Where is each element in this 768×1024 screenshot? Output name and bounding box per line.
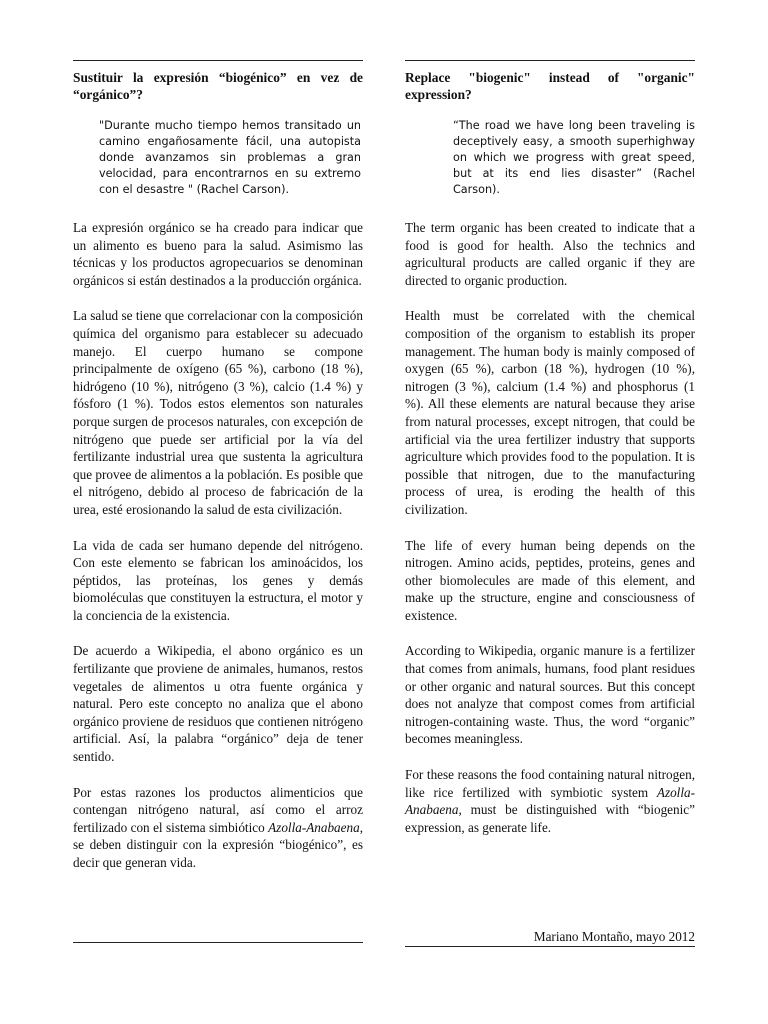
spanish-paragraph: La expresión orgánico se ha creado para indicar que un alimento es bueno para la salud. Asimismo las técnicas y los productos agropecuarios se denominan orgánicos si están destinados a la producción orgánica. xyxy=(73,220,363,288)
species-name: Azolla-Anabaena xyxy=(268,819,360,835)
spanish-paragraph: La vida de cada ser humano depende del nitrógeno. Con este elemento se fabrican los aminoácidos, los péptidos, las proteínas, los genes y demás biomoléculas que constituyen la estructura, el motor y la conciencia de la existencia. xyxy=(73,537,363,623)
top-rule xyxy=(405,60,695,61)
english-paragraph-last xyxy=(405,766,695,836)
english-paragraph: The term organic has been created to indicate that a food is good for health. Also the technics and agricultural products are called organic if they are directed to organic production. xyxy=(405,220,695,288)
species-name: Azolla-Anabaena xyxy=(405,784,695,818)
english-paragraph: The life of every human being depends on the nitrogen. Amino acids, peptides, proteins, genes and other biomolecules are made of this element, and make up the structure, engine and consciousness of existence. xyxy=(405,537,695,623)
spanish-title: Sustituir la expresión “biogénico” en vez de “orgánico”? xyxy=(73,70,363,102)
top-rule xyxy=(73,60,363,61)
spanish-quote: "Durante mucho tiempo hemos transitado un camino engañosamente fácil, una autopista donde avanzamos sin problemas a gran velocidad, para encontrarnos en su extremo con el desastre " (Rachel Carson). xyxy=(99,119,361,196)
spanish-column xyxy=(73,60,363,872)
english-paragraph: According to Wikipedia, organic manure is a fertilizer that comes from animals, humans, food plant residues or other organic and natural sources. But this concept does not analyze that compost comes from artificial nitrogen-containing waste. Thus, the word “organic” becomes meaningless. xyxy=(405,643,695,747)
bottom-rule xyxy=(405,946,695,947)
spanish-paragraph: De acuerdo a Wikipedia, el abono orgánico es un fertilizante que proviene de animales, humanos, restos vegetales de alimentos u otra fuente orgánica y natural. Pero este concepto no analiza que el abono orgánico proviene de residuos que contienen nitrógeno artificial. Así, la palabra “orgánico” deja de tener sentido. xyxy=(73,643,363,765)
english-paragraph: Health must be correlated with the chemical composition of the organism to establish its proper management. The human body is mainly composed of oxygen (65 %), carbon (18 %), hydrogen (10 %), nitrogen (3 %), calcium (1.4 %) and phosphorus (1 %). All these elements are natural because they arise from natural processes, except nitrogen, that could be artificial via the urea fertilizer industry that supports agriculture which provides food to the population. It is possible that nitrogen, due to the manufacturing process of urea, is eroding the health of this civilization. xyxy=(405,308,695,517)
text-fragment: For these reasons the food containing natural nitrogen, like rice fertilized with symbiotic system xyxy=(405,767,695,800)
english-column xyxy=(405,60,695,836)
bottom-rule xyxy=(73,942,363,943)
spanish-paragraph-last xyxy=(73,784,363,872)
text-fragment: , must be distinguished with “biogenic” expression, as generate life. xyxy=(405,802,695,835)
english-title: Replace "biogenic" instead of "organic" expression? xyxy=(405,70,695,102)
text-fragment: , se deben distinguir con la expresión “biogénico”, es decir que generan vida. xyxy=(73,819,363,870)
signature: Mariano Montaño, mayo 2012 xyxy=(533,929,695,944)
text-fragment: Por estas razones los productos alimenticios que contengan nitrógeno natural, así como el arroz fertilizado con el sistema simbiótico xyxy=(73,784,363,835)
english-quote: “The road we have long been traveling is deceptively easy, a smooth superhighway on which we progress with great speed, but at its end lies disaster” (Rachel Carson). xyxy=(453,119,695,196)
spanish-paragraph: La salud se tiene que correlacionar con la composición química del organismo para establecer su adecuado manejo. El cuerpo humano se compone principalmente de oxígeno (65 %), carbono (18 %), hidrógeno (10 %), nitrógeno (3 %), calcio (1.4 %) y fósforo (1 %). Todos estos elementos son naturales porque surgen de procesos naturales, con excepción de nitrógeno que puede ser artificial por la vía del fertilizante industrial urea que sustenta la agricultura que provee de alimentos a la población. Es posible que el nitrógeno, debido al proceso de fabricación de la urea, esté erosionando la salud de esta civilización. xyxy=(73,308,363,517)
